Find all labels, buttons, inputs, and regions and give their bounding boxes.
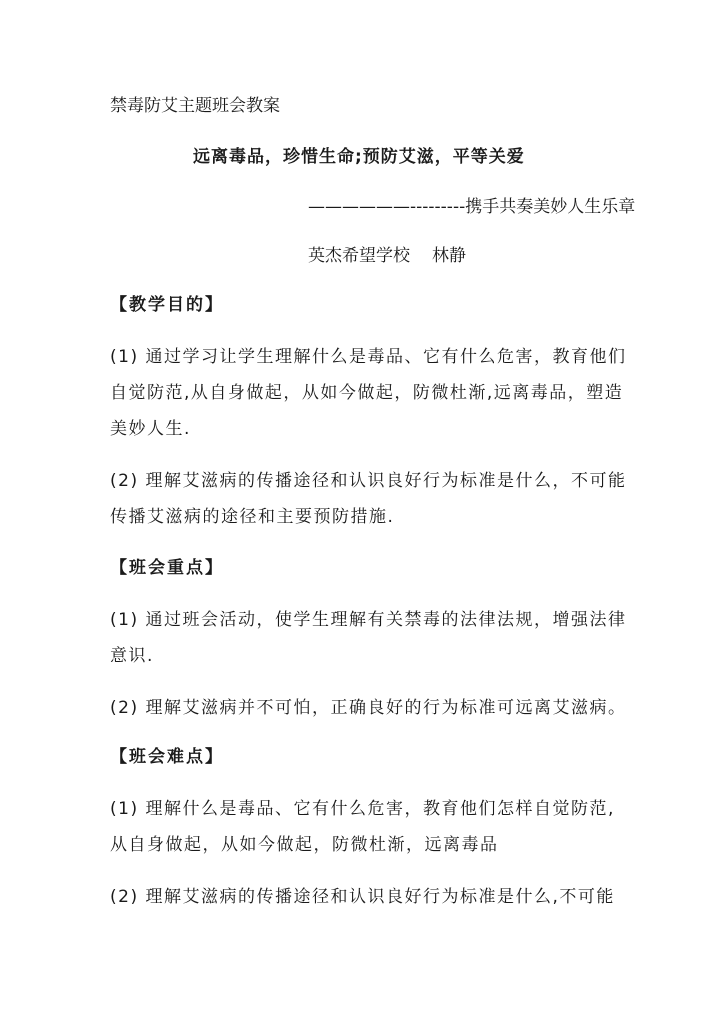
- subtitle: 远离毒品，珍惜生命;预防艾滋，平等关爱: [193, 147, 525, 167]
- document-title: 禁毒防艾主题班会教案: [110, 96, 280, 116]
- paragraph-line: (1) 通过学习让学生理解什么是毒品、它有什么危害，教育他们: [110, 347, 627, 367]
- paragraph-line: (1) 通过班会活动，使学生理解有关禁毒的法律法规，增强法律: [110, 610, 627, 630]
- author-line: [308, 245, 466, 267]
- author-name: 林静: [432, 246, 466, 266]
- tagline: ——————---------携手共奏美妙人生乐章: [308, 197, 636, 217]
- paragraph-line: (2) 理解艾滋病并不可怕，正确良好的行为标准可远离艾滋病。: [110, 698, 627, 718]
- paragraph-line: (2) 理解艾滋病的传播途径和认识良好行为标准是什么,不可能: [110, 887, 615, 907]
- section-heading-difficulties: 【班会难点】: [110, 747, 224, 767]
- section-heading-objectives: 【教学目的】: [110, 295, 224, 315]
- author-school: 英杰希望学校: [308, 246, 410, 266]
- paragraph-line: 从自身做起，从如今做起，防微杜渐，远离毒品: [110, 835, 499, 855]
- paragraph-line: (2) 理解艾滋病的传播途径和认识良好行为标准是什么，不可能: [110, 471, 627, 491]
- paragraph-line: 意识.: [110, 646, 154, 666]
- paragraph-line: (1) 理解什么是毒品、它有什么危害，教育他们怎样自觉防范,: [110, 799, 615, 819]
- section-heading-key-points: 【班会重点】: [110, 558, 224, 578]
- paragraph-line: 自觉防范,从自身做起，从如今做起，防微杜渐,远离毒品，塑造: [110, 383, 624, 403]
- paragraph-line: 美妙人生.: [110, 419, 191, 439]
- paragraph-line: 传播艾滋病的途径和主要预防措施.: [110, 507, 395, 527]
